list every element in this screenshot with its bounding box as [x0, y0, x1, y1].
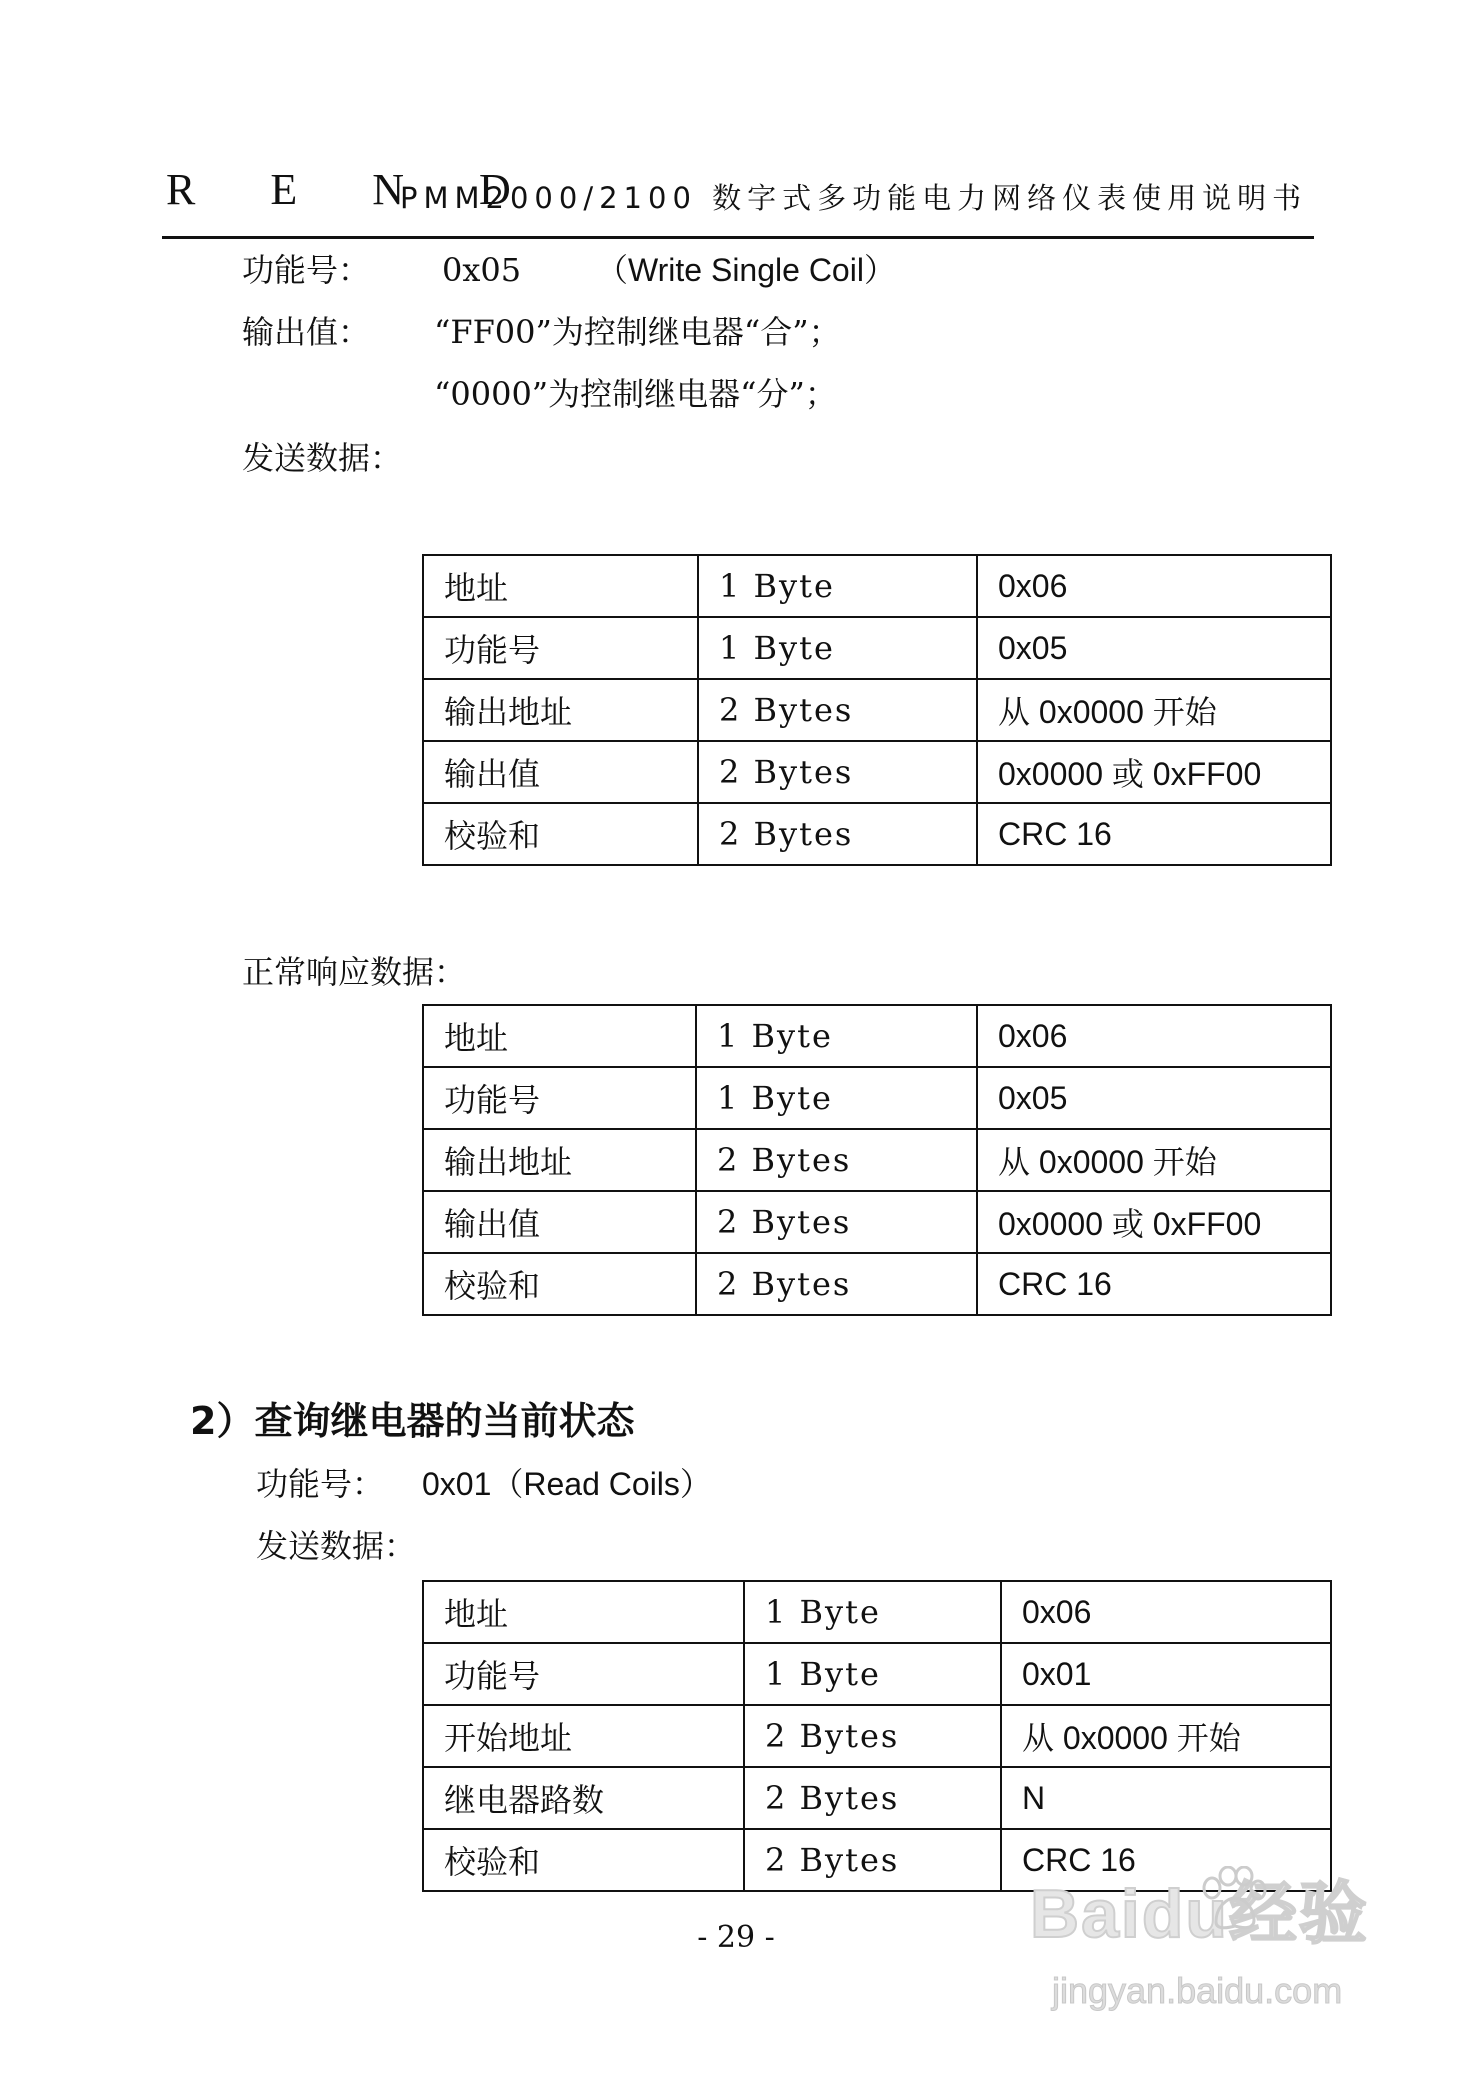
header-title: PMM2000/2100 数字式多功能电力网络仪表使用说明书: [400, 181, 1308, 215]
response-label: 正常响应数据：: [242, 953, 467, 991]
baidu-logo: Baidu经验: [1030, 1876, 1369, 1952]
field-cell: 开始地址: [423, 1705, 744, 1767]
size-cell: 1 Byte: [698, 617, 977, 679]
value-cell: 0x06: [1001, 1581, 1331, 1643]
size-cell: 2 Bytes: [744, 1767, 1001, 1829]
table-row: [423, 1581, 1331, 1643]
table-row: [423, 803, 1331, 865]
table-row: [423, 1767, 1331, 1829]
table-row: [423, 1067, 1331, 1129]
size-cell: 2 Bytes: [698, 741, 977, 803]
section-heading: 2）查询继电器的当前状态: [190, 1399, 635, 1443]
header-rule: [162, 236, 1314, 239]
func-label: 功能号：: [256, 1465, 385, 1503]
query-send-table: [422, 1580, 1332, 1892]
table-row: [423, 741, 1331, 803]
value-cell: CRC 16: [977, 803, 1331, 865]
field-cell: 地址: [423, 1581, 744, 1643]
header-brand: R E N D: [166, 165, 543, 214]
size-cell: 2 Bytes: [698, 803, 977, 865]
value-cell: N: [1001, 1767, 1331, 1829]
value-cell: 0x06: [977, 555, 1331, 617]
size-cell: 2 Bytes: [696, 1129, 977, 1191]
field-cell: 校验和: [423, 1829, 744, 1891]
value-cell: 从 0x0000 开始: [977, 679, 1331, 741]
value-cell: 从 0x0000 开始: [1001, 1705, 1331, 1767]
func-name: （Write Single Coil）: [596, 252, 896, 288]
size-cell: 2 Bytes: [744, 1705, 1001, 1767]
field-cell: 输出值: [423, 741, 698, 803]
baidu-watermark: [1030, 1860, 1450, 2030]
field-cell: 地址: [423, 555, 698, 617]
table-row: [423, 1643, 1331, 1705]
field-cell: 输出值: [423, 1191, 696, 1253]
field-cell: 继电器路数: [423, 1767, 744, 1829]
size-cell: 1 Byte: [744, 1581, 1001, 1643]
send-label: 发送数据：: [256, 1527, 417, 1565]
value-cell: CRC 16: [977, 1253, 1331, 1315]
field-cell: 校验和: [423, 1253, 696, 1315]
output-on-desc: “FF00”为控制继电器“合”；: [434, 313, 841, 351]
response-data-table: [422, 1004, 1332, 1316]
size-cell: 2 Bytes: [744, 1829, 1001, 1891]
table-row: [423, 679, 1331, 741]
func-label: 功能号：: [242, 251, 371, 289]
value-cell: 0x0000 或 0xFF00: [977, 741, 1331, 803]
size-cell: 2 Bytes: [698, 679, 977, 741]
size-cell: 1 Byte: [696, 1005, 977, 1067]
value-cell: 从 0x0000 开始: [977, 1129, 1331, 1191]
table-row: [423, 1253, 1331, 1315]
value-cell: 0x06: [977, 1005, 1331, 1067]
field-cell: 功能号: [423, 1643, 744, 1705]
field-cell: 功能号: [423, 1067, 696, 1129]
table-row: [423, 1705, 1331, 1767]
value-cell: 0x01: [1001, 1643, 1331, 1705]
table-row: [423, 1129, 1331, 1191]
field-cell: 地址: [423, 1005, 696, 1067]
size-cell: 1 Byte: [744, 1643, 1001, 1705]
output-label: 输出值：: [242, 313, 371, 351]
field-cell: 校验和: [423, 803, 698, 865]
output-off-desc: “0000”为控制继电器“分”；: [434, 375, 837, 413]
field-cell: 功能号: [423, 617, 698, 679]
watermark-url: jingyan.baidu.com: [1052, 1970, 1343, 2011]
value-cell: 0x05: [977, 1067, 1331, 1129]
paw-icon: [1198, 1866, 1268, 1932]
table-row: [423, 1191, 1331, 1253]
table-row: [423, 617, 1331, 679]
table-row: [423, 555, 1331, 617]
send-data-table: [422, 554, 1332, 866]
func-value: 0x01（Read Coils）: [422, 1466, 712, 1502]
value-cell: CRC 16: [1001, 1829, 1331, 1891]
value-cell: 0x05: [977, 617, 1331, 679]
page-number: - 29 -: [697, 1920, 775, 1955]
size-cell: 1 Byte: [696, 1067, 977, 1129]
value-cell: 0x0000 或 0xFF00: [977, 1191, 1331, 1253]
field-cell: 输出地址: [423, 679, 698, 741]
size-cell: 2 Bytes: [696, 1253, 977, 1315]
func-value: 0x05: [442, 251, 522, 289]
field-cell: 输出地址: [423, 1129, 696, 1191]
send-label: 发送数据：: [242, 439, 403, 477]
table-row: [423, 1005, 1331, 1067]
size-cell: 2 Bytes: [696, 1191, 977, 1253]
size-cell: 1 Byte: [698, 555, 977, 617]
